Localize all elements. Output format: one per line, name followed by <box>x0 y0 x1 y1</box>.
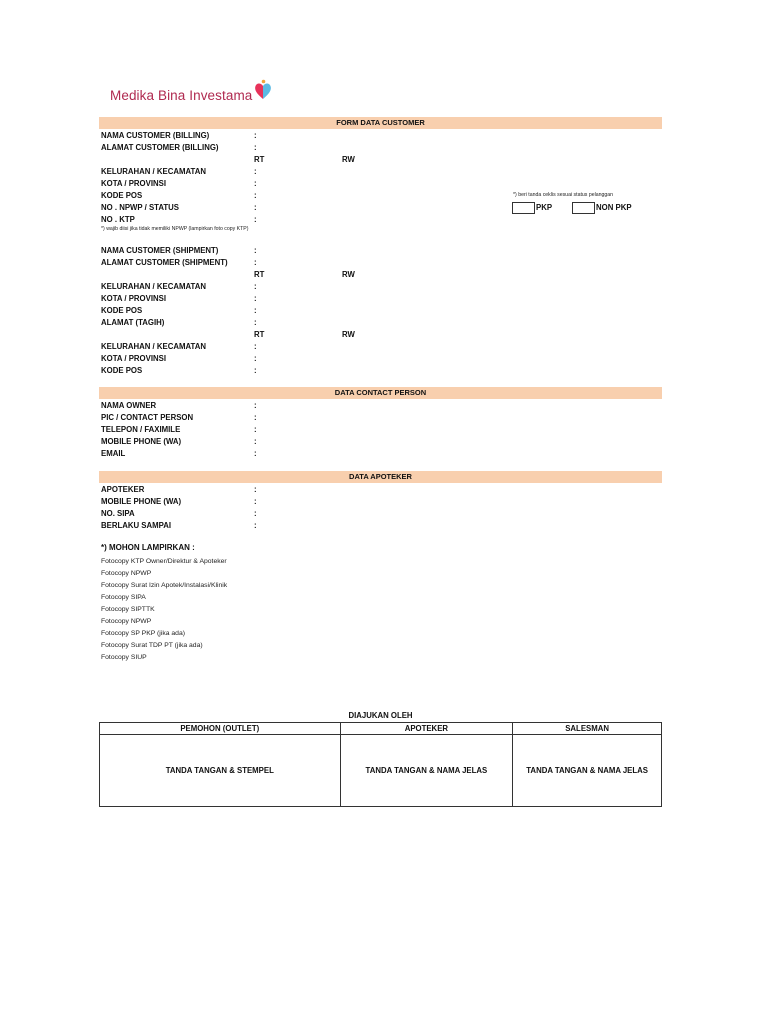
rt-rw-row <box>0 329 768 340</box>
form-row <box>0 202 768 213</box>
attachment-item: Fotocopy SIPTTK <box>101 606 155 613</box>
form-row <box>0 130 768 141</box>
form-row <box>0 353 768 364</box>
field-label: KOTA / PROVINSI <box>101 294 166 303</box>
field-label: KODE POS <box>101 306 143 315</box>
form-row <box>0 484 768 495</box>
field-colon: : <box>254 497 257 506</box>
field-colon: : <box>254 282 257 291</box>
form-row <box>0 166 768 177</box>
field-colon: : <box>254 203 257 212</box>
form-row <box>0 400 768 411</box>
field-colon: : <box>254 485 257 494</box>
signature-cell: TANDA TANGAN & NAMA JELAS <box>340 735 513 807</box>
field-colon: : <box>254 167 257 176</box>
rw-label: RW <box>342 270 355 279</box>
field-colon: : <box>254 246 257 255</box>
status-note: *) beri tanda ceklis sesuai status pelanggan <box>513 192 614 198</box>
submitted-by-title: DIAJUKAN OLEH <box>348 711 413 720</box>
form-row <box>0 424 768 435</box>
pkp-checkbox[interactable] <box>512 202 535 214</box>
signature-table <box>99 722 662 807</box>
rt-rw-row <box>0 154 768 165</box>
field-label: MOBILE PHONE (WA) <box>101 497 182 506</box>
field-label: KELURAHAN / KECAMATAN <box>101 342 206 351</box>
rw-label: RW <box>342 155 355 164</box>
attachment-item: Fotocopy NPWP <box>101 618 152 625</box>
form-row <box>0 412 768 423</box>
heart-icon <box>254 79 272 101</box>
field-label: KOTA / PROVINSI <box>101 354 166 363</box>
field-colon: : <box>254 215 257 224</box>
field-label: NO . KTP <box>101 215 135 224</box>
attachment-item: Fotocopy SIPA <box>101 594 146 601</box>
signature-body-row <box>100 735 662 807</box>
form-row <box>0 305 768 316</box>
field-label: KOTA / PROVINSI <box>101 179 166 188</box>
rt-label: RT <box>254 155 265 164</box>
pkp-label: PKP <box>536 203 553 212</box>
field-label: NAMA CUSTOMER (BILLING) <box>101 131 210 140</box>
field-label: MOBILE PHONE (WA) <box>101 437 182 446</box>
form-row <box>0 190 768 201</box>
attachments-list <box>101 556 227 664</box>
signature-header: APOTEKER <box>340 723 513 735</box>
field-label: BERLAKU SAMPAI <box>101 521 172 530</box>
form-row <box>0 508 768 519</box>
rt-rw-row <box>0 269 768 280</box>
field-colon: : <box>254 318 257 327</box>
field-label: PIC / CONTACT PERSON <box>101 413 194 422</box>
field-colon: : <box>254 294 257 303</box>
field-label: NAMA OWNER <box>101 401 157 410</box>
form-row <box>0 178 768 189</box>
attachments-title: *) MOHON LAMPIRKAN : <box>101 543 195 552</box>
form-row <box>0 214 768 225</box>
field-label: ALAMAT CUSTOMER (BILLING) <box>101 143 219 152</box>
attachment-item: Fotocopy Surat TDP PT (jika ada) <box>101 642 203 649</box>
field-colon: : <box>254 306 257 315</box>
signature-cell: TANDA TANGAN & STEMPEL <box>100 735 341 807</box>
field-colon: : <box>254 521 257 530</box>
field-label: APOTEKER <box>101 485 145 494</box>
section-header-apoteker: DATA APOTEKER <box>99 471 662 483</box>
field-colon: : <box>254 509 257 518</box>
field-colon: : <box>254 425 257 434</box>
attachment-item: Fotocopy SIUP <box>101 654 147 661</box>
rt-label: RT <box>254 330 265 339</box>
field-colon: : <box>254 366 257 375</box>
field-label: KODE POS <box>101 191 143 200</box>
field-label: NO. SIPA <box>101 509 135 518</box>
attachment-item: Fotocopy KTP Owner/Direktur & Apoteker <box>101 558 227 565</box>
field-colon: : <box>254 143 257 152</box>
signature-header: PEMOHON (OUTLET) <box>100 723 341 735</box>
signature-cell: TANDA TANGAN & NAMA JELAS <box>513 735 662 807</box>
field-colon: : <box>254 401 257 410</box>
field-colon: : <box>254 131 257 140</box>
form-row <box>0 520 768 531</box>
attachment-item: Fotocopy Surat Izin Apotek/Instalasi/Klinik <box>101 582 228 589</box>
field-colon: : <box>254 342 257 351</box>
field-label: NO . NPWP / STATUS <box>101 203 179 212</box>
form-row <box>0 257 768 268</box>
form-row <box>0 317 768 328</box>
field-colon: : <box>254 258 257 267</box>
field-label: TELEPON / FAXIMILE <box>101 425 181 434</box>
field-colon: : <box>254 354 257 363</box>
logo-text: Medika Bina Investama <box>110 87 253 103</box>
field-colon: : <box>254 449 257 458</box>
form-row <box>0 365 768 376</box>
form-row <box>0 341 768 352</box>
non-pkp-label: NON PKP <box>596 203 632 212</box>
field-label: KELURAHAN / KECAMATAN <box>101 282 206 291</box>
form-row <box>0 142 768 153</box>
field-label: ALAMAT (TAGIH) <box>101 318 165 327</box>
form-row <box>0 448 768 459</box>
rw-label: RW <box>342 330 355 339</box>
field-colon: : <box>254 413 257 422</box>
form-row <box>0 245 768 256</box>
form-row <box>0 293 768 304</box>
company-logo <box>110 80 272 110</box>
field-colon: : <box>254 179 257 188</box>
signature-header-row <box>100 723 662 735</box>
npwp-note: *) wajib diisi jika tidak memiliki NPWP (lampirkan foto copy KTP) <box>101 226 249 232</box>
field-label: NAMA CUSTOMER (SHIPMENT) <box>101 246 219 255</box>
form-row <box>0 281 768 292</box>
signature-header: SALESMAN <box>513 723 662 735</box>
form-row <box>0 496 768 507</box>
non-pkp-checkbox[interactable] <box>572 202 595 214</box>
attachment-item: Fotocopy NPWP <box>101 570 152 577</box>
rt-label: RT <box>254 270 265 279</box>
field-colon: : <box>254 437 257 446</box>
attachment-item: Fotocopy SP PKP (jika ada) <box>101 630 185 637</box>
field-label: EMAIL <box>101 449 126 458</box>
field-label: KELURAHAN / KECAMATAN <box>101 167 206 176</box>
section-header-contact: DATA CONTACT PERSON <box>99 387 662 399</box>
field-label: KODE POS <box>101 366 143 375</box>
field-colon: : <box>254 191 257 200</box>
field-label: ALAMAT CUSTOMER (SHIPMENT) <box>101 258 228 267</box>
section-header-customer: FORM DATA CUSTOMER <box>99 117 662 129</box>
form-row <box>0 436 768 447</box>
